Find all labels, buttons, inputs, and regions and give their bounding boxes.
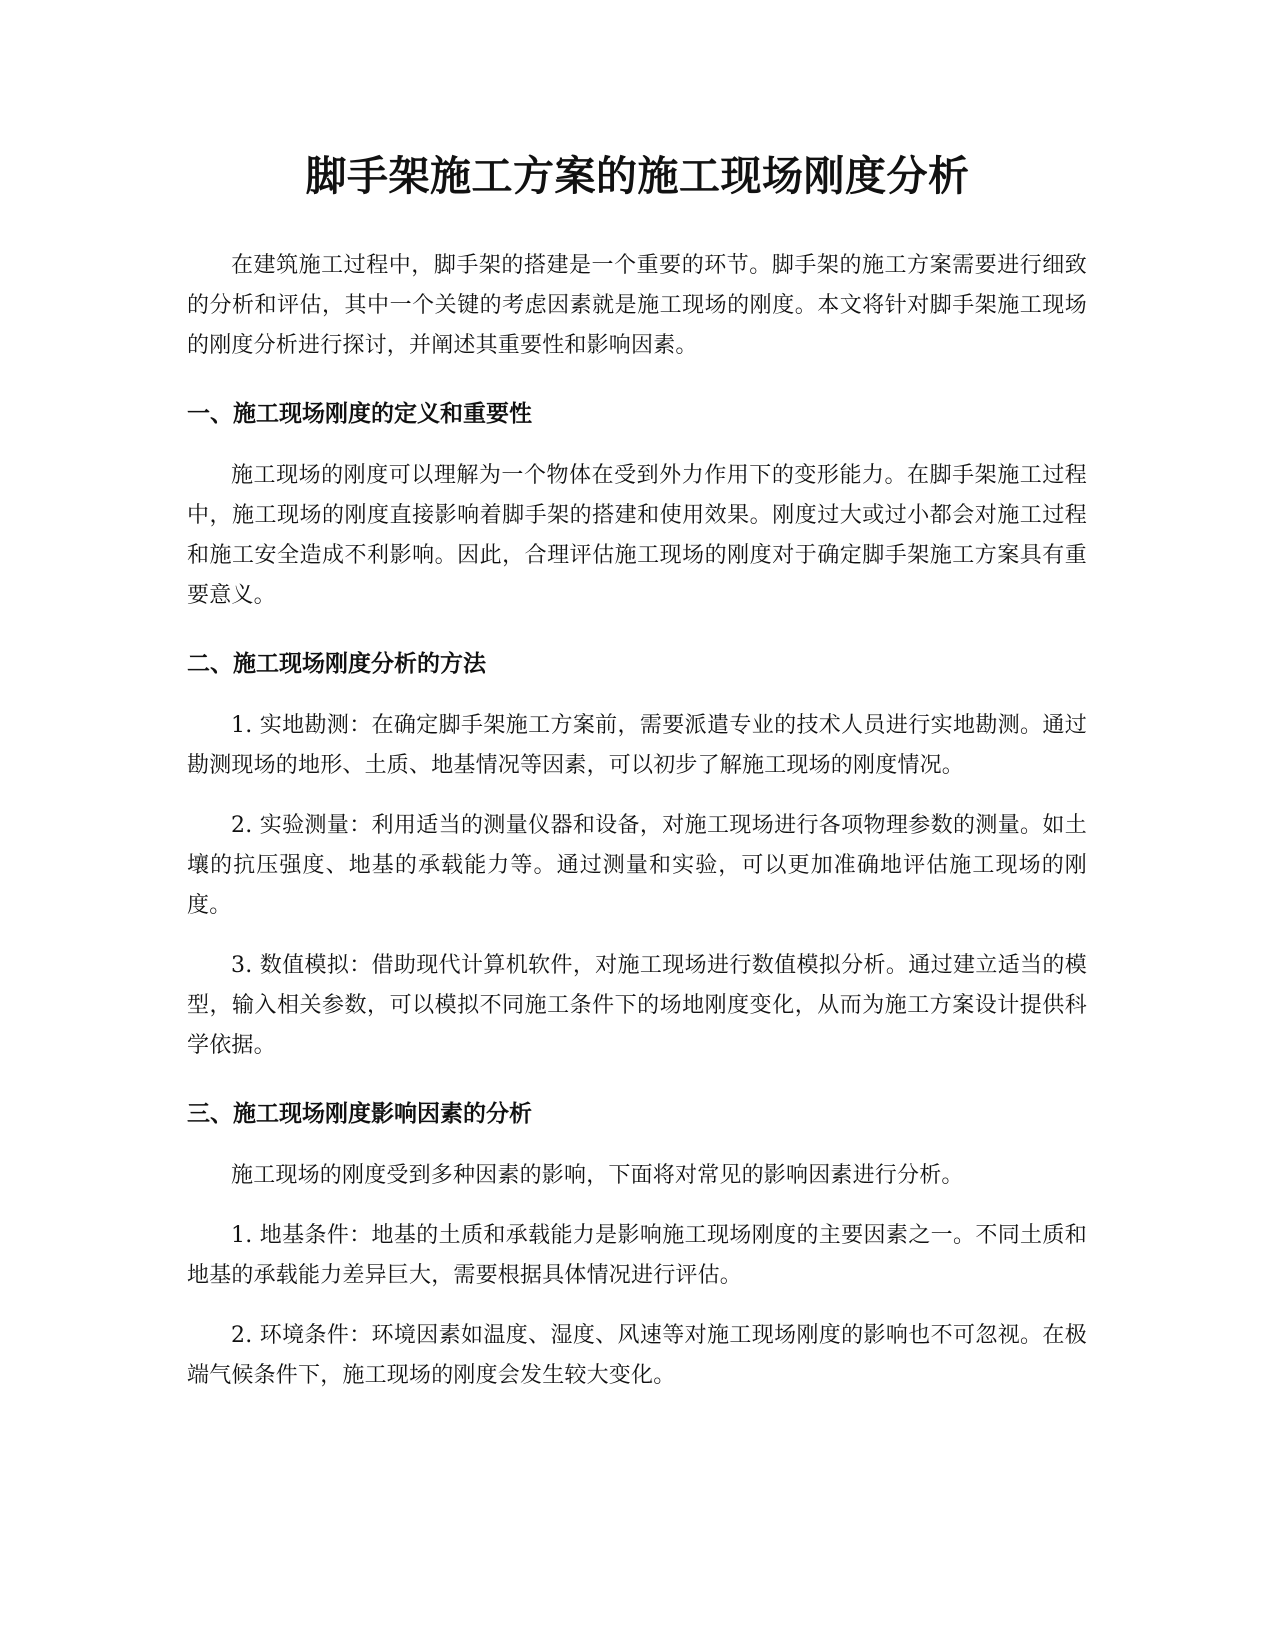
section-paragraph: 施工现场的刚度可以理解为一个物体在受到外力作用下的变形能力。在脚手架施工过程中，施工现场的刚度直接影响着脚手架的搭建和使用效果。刚度过大或过小都会对施工过程和施工安全造成不利影响。因此，合理评估施工现场的刚度对于确定脚手架施工方案具有重要意义。 bbox=[187, 463, 1087, 608]
section-heading: 三、施工现场刚度影响因素的分析 bbox=[187, 1101, 532, 1127]
section-methods bbox=[187, 644, 1087, 1066]
document-title: 脚手架施工方案的施工现场刚度分析 bbox=[305, 152, 970, 200]
section-paragraph: 施工现场的刚度受到多种因素的影响，下面将对常见的影响因素进行分析。 bbox=[231, 1163, 964, 1188]
section-paragraph: 2. 环境条件：环境因素如温度、湿度、风速等对施工现场刚度的影响也不可忽视。在极端气候条件下，施工现场的刚度会发生较大变化。 bbox=[187, 1323, 1087, 1388]
section-factors bbox=[187, 1094, 1087, 1396]
section-heading: 二、施工现场刚度分析的方法 bbox=[187, 651, 486, 677]
section-paragraph: 1. 地基条件：地基的土质和承载能力是影响施工现场刚度的主要因素之一。不同土质和地基的承载能力差异巨大，需要根据具体情况进行评估。 bbox=[187, 1223, 1087, 1288]
section-paragraph: 1. 实地勘测：在确定脚手架施工方案前，需要派遣专业的技术人员进行实地勘测。通过勘测现场的地形、土质、地基情况等因素，可以初步了解施工现场的刚度情况。 bbox=[187, 713, 1087, 778]
document-body bbox=[187, 246, 1087, 1416]
intro-paragraph: 在建筑施工过程中，脚手架的搭建是一个重要的环节。脚手架的施工方案需要进行细致的分析和评估，其中一个关键的考虑因素就是施工现场的刚度。本文将针对脚手架施工现场的刚度分析进行探讨，并阐述其重要性和影响因素。 bbox=[187, 253, 1087, 358]
section-paragraph: 2. 实验测量：利用适当的测量仪器和设备，对施工现场进行各项物理参数的测量。如土壤的抗压强度、地基的承载能力等。通过测量和实验，可以更加准确地评估施工现场的刚度。 bbox=[187, 813, 1087, 918]
section-definition bbox=[187, 394, 1087, 616]
section-heading: 一、施工现场刚度的定义和重要性 bbox=[187, 401, 532, 427]
section-paragraph: 3. 数值模拟：借助现代计算机软件，对施工现场进行数值模拟分析。通过建立适当的模型，输入相关参数，可以模拟不同施工条件下的场地刚度变化，从而为施工方案设计提供科学依据。 bbox=[187, 953, 1087, 1058]
